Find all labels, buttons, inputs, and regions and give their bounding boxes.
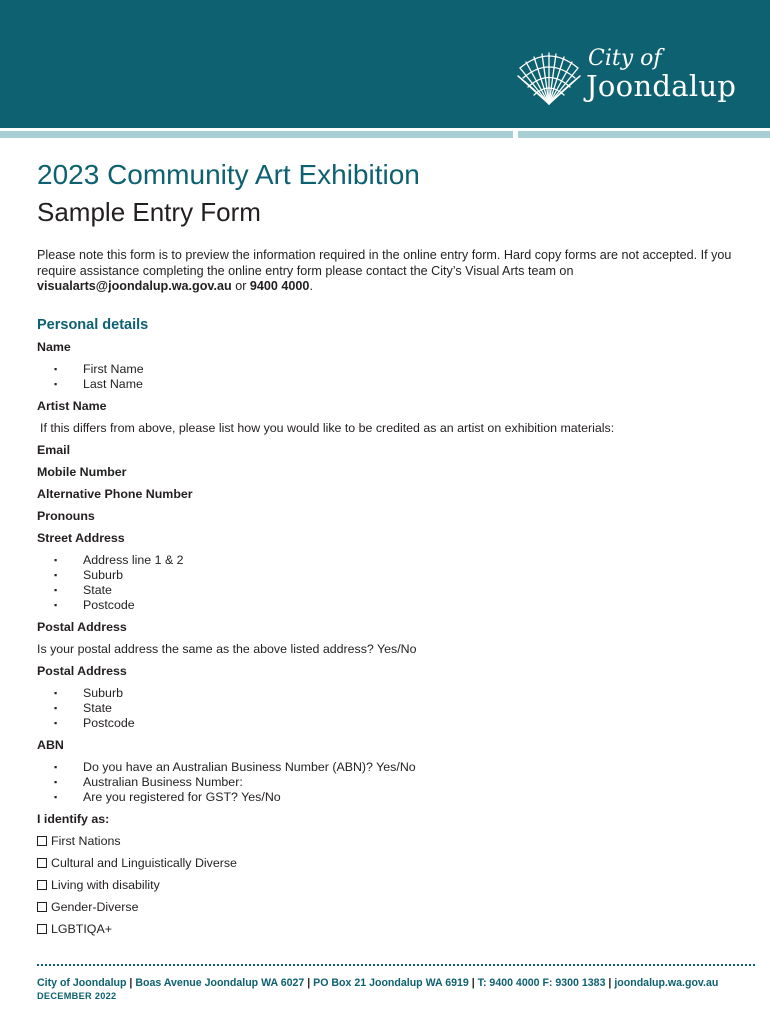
list-item: ▪ Postcode (54, 598, 757, 613)
footer-divider (37, 964, 755, 966)
checkbox-icon[interactable] (37, 880, 47, 890)
joondalup-fan-logo-icon (516, 52, 582, 106)
footer-contact (37, 977, 767, 989)
artist-name-note: If this differs from above, please list how you would like to be credited as an artist on exhibition materials: (40, 421, 615, 435)
identify-as-label: I identify as: (37, 812, 110, 826)
footer-website-link[interactable]: joondalup.wa.gov.au (614, 977, 719, 989)
list-item: ▪ State (54, 701, 757, 716)
footer-org: City of Joondalup (37, 977, 127, 989)
visual-arts-email-link[interactable]: visualarts@joondalup.wa.gov.au (37, 279, 232, 293)
postal-address-label-2: Postal Address (37, 664, 127, 678)
list-item: ▪ First Name (54, 362, 757, 377)
visual-arts-phone: 9400 4000 (249, 279, 310, 293)
list-item: ▪ Do you have an Australian Business Number (ABN)? Yes/No (54, 760, 757, 775)
list-item: ▪ Address line 1 & 2 (54, 553, 757, 568)
intro-text: Please note this form is to preview the information required in the online entry form. Hard copy forms are not accepted. If you require assistance completing the online entry form please contact the City’s Visual Arts team on (37, 248, 732, 278)
checkbox-icon[interactable] (37, 902, 47, 912)
list-item: ▪ Are you registered for GST? Yes/No (54, 790, 757, 805)
name-list (37, 362, 757, 392)
pronouns-label: Pronouns (37, 509, 95, 523)
intro-or: or (231, 279, 250, 293)
intro-paragraph (37, 248, 737, 295)
postal-same-question: Is your postal address the same as the above listed address? Yes/No (37, 642, 417, 656)
checkbox-gender-diverse[interactable] (37, 900, 757, 915)
checkbox-cald[interactable] (37, 856, 757, 871)
checkbox-first-nations[interactable] (37, 834, 757, 849)
footer-po-box: PO Box 21 Joondalup WA 6919 (313, 977, 469, 989)
header-stripe-right (518, 131, 770, 138)
form-content (37, 318, 757, 944)
checkbox-icon[interactable] (37, 924, 47, 934)
checkbox-label: Gender-Diverse (51, 900, 139, 914)
postal-address-label: Postal Address (37, 620, 127, 634)
footer-separator: | (608, 977, 612, 989)
list-item: ▪ Suburb (54, 568, 757, 583)
section-personal-details: Personal details (37, 317, 149, 333)
checkbox-lgbtiqa[interactable] (37, 922, 757, 937)
header-stripe-left (0, 131, 513, 138)
email-label: Email (37, 443, 71, 457)
name-label: Name (37, 340, 71, 354)
checkbox-disability[interactable] (37, 878, 757, 893)
form-title: 2023 Community Art Exhibition (37, 159, 420, 190)
street-address-label: Street Address (37, 531, 125, 545)
alternative-phone-label: Alternative Phone Number (37, 487, 193, 501)
mobile-number-label: Mobile Number (37, 465, 127, 479)
checkbox-icon[interactable] (37, 836, 47, 846)
postal-address-list (37, 686, 757, 731)
checkbox-label: Living with disability (51, 878, 160, 892)
footer-separator: | (129, 977, 133, 989)
logo-wordmark (586, 48, 736, 101)
footer-separator: | (307, 977, 311, 989)
list-item: ▪ Postcode (54, 716, 757, 731)
footer-date: DECEMBER 2022 (37, 991, 117, 1001)
artist-name-label: Artist Name (37, 399, 107, 413)
checkbox-label: Cultural and Linguistically Diverse (51, 856, 237, 870)
footer-separator: | (471, 977, 475, 989)
street-address-list (37, 553, 757, 613)
list-item: ▪ Last Name (54, 377, 757, 392)
footer-phone-fax: T: 9400 4000 F: 9300 1383 (477, 977, 606, 989)
abn-label: ABN (37, 738, 64, 752)
city-of-joondalup-logo (516, 46, 737, 110)
footer-address: Boas Avenue Joondalup WA 6027 (135, 977, 305, 989)
checkbox-label: LGBTIQA+ (51, 922, 112, 936)
checkbox-label: First Nations (51, 834, 121, 848)
checkbox-icon[interactable] (37, 858, 47, 868)
list-item: ▪ State (54, 583, 757, 598)
list-item: ▪ Suburb (54, 686, 757, 701)
logo-joondalup: Joondalup (586, 69, 737, 103)
abn-list (37, 760, 757, 805)
logo-city-of: City of (588, 46, 662, 71)
form-subtitle: Sample Entry Form (37, 197, 261, 227)
list-item: ▪ Australian Business Number: (54, 775, 757, 790)
intro-end: . (309, 279, 313, 293)
